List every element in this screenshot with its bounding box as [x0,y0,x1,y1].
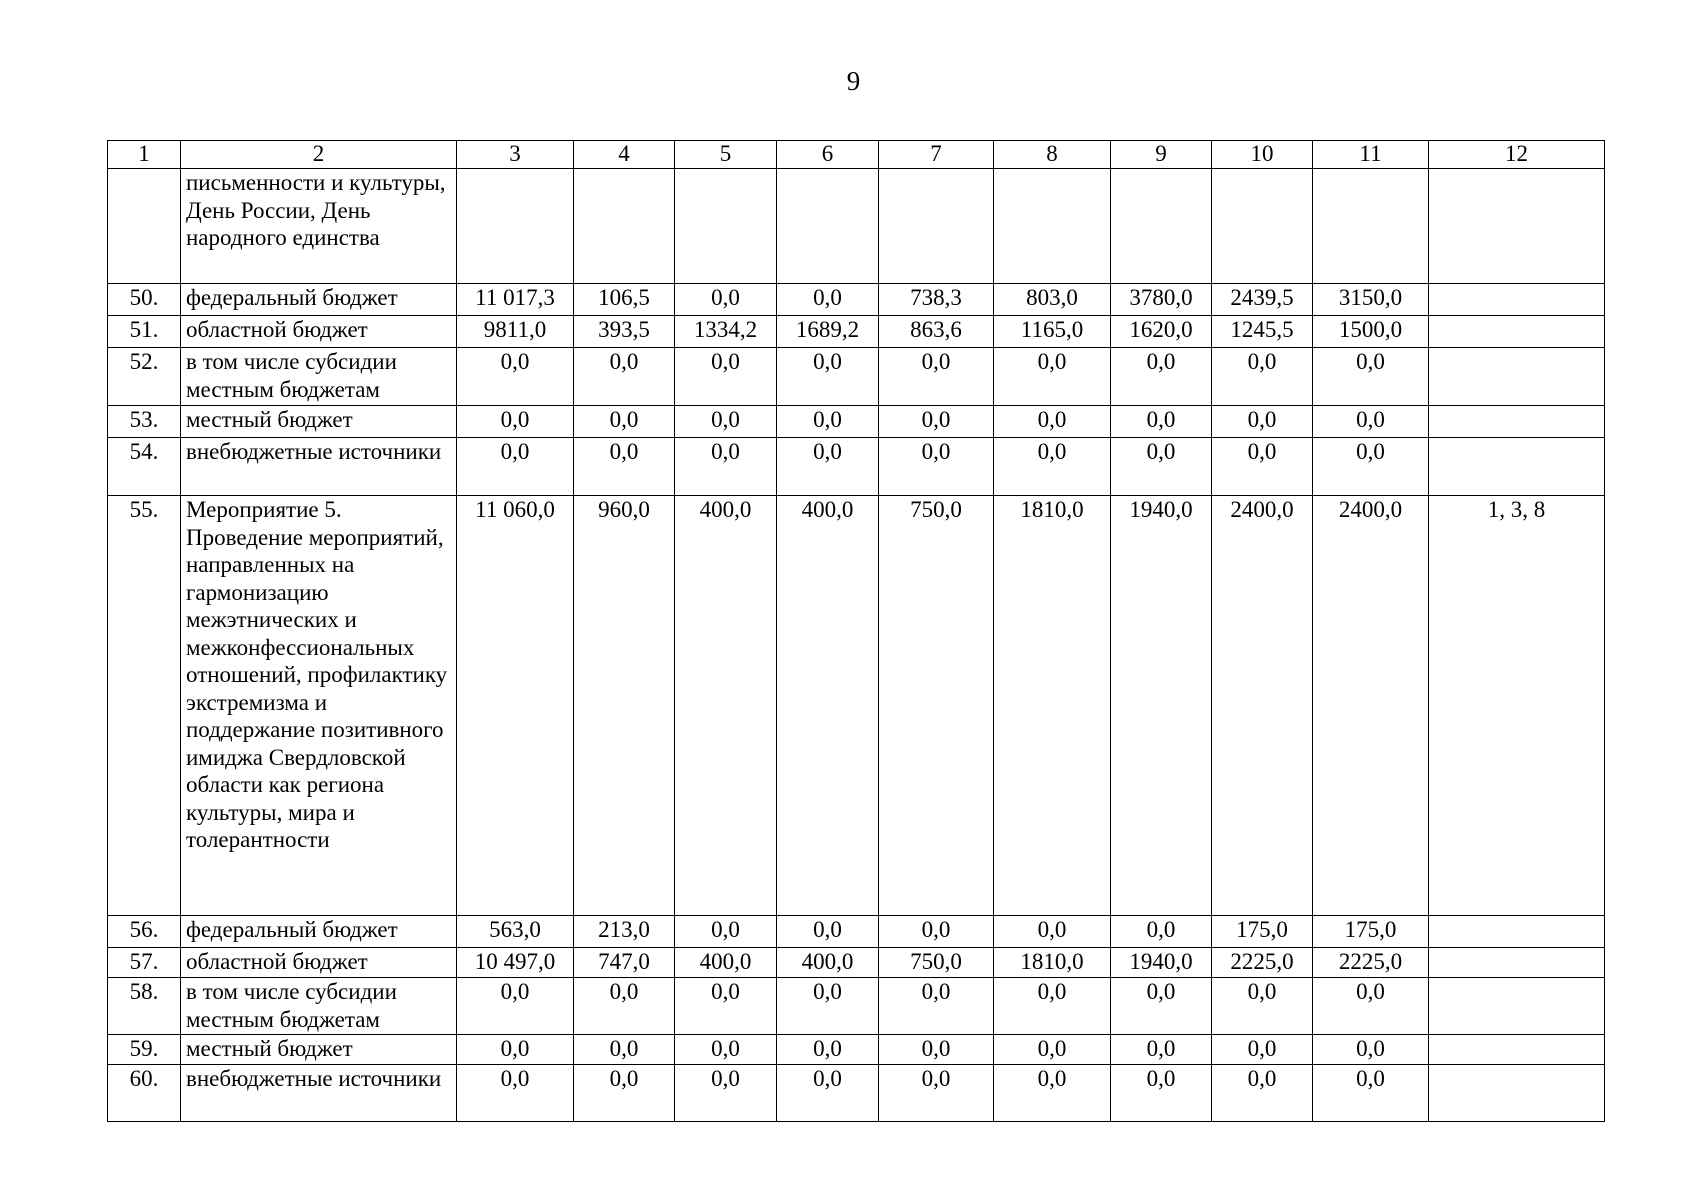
row-number: 50. [108,284,181,316]
value-cell: 0,0 [1212,406,1313,438]
note-cell [1429,916,1605,948]
value-cell: 400,0 [777,948,879,978]
row-number: 53. [108,406,181,438]
value-cell: 0,0 [457,1035,574,1065]
value-cell: 0,0 [1111,1035,1212,1065]
header-cell: 11 [1313,141,1429,169]
value-cell: 3150,0 [1313,284,1429,316]
value-cell: 393,5 [574,316,675,348]
budget-table [107,140,1605,1122]
note-cell [1429,316,1605,348]
table-row [108,948,1605,978]
value-cell: 0,0 [879,1035,994,1065]
value-cell: 0,0 [574,1035,675,1065]
value-cell [457,169,574,284]
value-cell [1313,169,1429,284]
value-cell: 213,0 [574,916,675,948]
value-cell: 400,0 [777,496,879,916]
value-cell: 0,0 [879,348,994,406]
value-cell: 0,0 [1111,978,1212,1035]
table-row [108,1065,1605,1122]
header-cell: 4 [574,141,675,169]
row-name: областной бюджет [181,948,457,978]
value-cell: 106,5 [574,284,675,316]
header-cell: 5 [675,141,777,169]
value-cell: 0,0 [1111,1065,1212,1122]
page-number: 9 [846,66,861,96]
value-cell: 0,0 [1313,438,1429,496]
value-cell: 0,0 [879,1065,994,1122]
value-cell: 1500,0 [1313,316,1429,348]
row-name: в том числе субсидии местным бюджетам [181,348,457,406]
row-name: внебюджетные источники [181,438,457,496]
value-cell: 0,0 [675,284,777,316]
value-cell: 2225,0 [1212,948,1313,978]
value-cell: 3780,0 [1111,284,1212,316]
value-cell: 750,0 [879,496,994,916]
value-cell: 0,0 [777,438,879,496]
value-cell: 0,0 [879,438,994,496]
row-name: областной бюджет [181,316,457,348]
value-cell: 175,0 [1313,916,1429,948]
row-name: письменности и культуры, День России, День народного единства [181,169,457,284]
value-cell: 0,0 [777,1065,879,1122]
value-cell: 0,0 [675,978,777,1035]
row-name: Мероприятие 5. Проведение мероприятий, направленных на гармонизацию межэтнических и межконфессиональных отношений, профилактику экстремизма и поддержание позитивного имиджа Свердловской области как региона культуры, мира и толерантности [181,496,457,916]
value-cell: 960,0 [574,496,675,916]
value-cell: 0,0 [777,1035,879,1065]
value-cell: 0,0 [777,284,879,316]
row-name: местный бюджет [181,406,457,438]
table-header-row [108,141,1605,169]
value-cell: 0,0 [457,1065,574,1122]
note-cell [1429,284,1605,316]
header-cell: 6 [777,141,879,169]
value-cell: 0,0 [879,978,994,1035]
header-cell: 8 [994,141,1111,169]
table-row [108,978,1605,1035]
value-cell: 0,0 [994,916,1111,948]
value-cell: 1689,2 [777,316,879,348]
table-row [108,169,1605,284]
value-cell: 0,0 [1111,406,1212,438]
table-row [108,316,1605,348]
value-cell: 2439,5 [1212,284,1313,316]
value-cell: 0,0 [994,406,1111,438]
value-cell: 803,0 [994,284,1111,316]
header-cell: 12 [1429,141,1605,169]
value-cell: 0,0 [1313,406,1429,438]
row-name: федеральный бюджет [181,916,457,948]
table-row [108,496,1605,916]
value-cell: 0,0 [1212,978,1313,1035]
row-number: 59. [108,1035,181,1065]
row-number: 56. [108,916,181,948]
header-cell: 1 [108,141,181,169]
value-cell: 1165,0 [994,316,1111,348]
note-cell [1429,348,1605,406]
header-cell: 10 [1212,141,1313,169]
value-cell: 1620,0 [1111,316,1212,348]
row-number: 58. [108,978,181,1035]
row-name: в том числе субсидии местным бюджетам [181,978,457,1035]
value-cell: 0,0 [994,438,1111,496]
value-cell: 0,0 [675,1035,777,1065]
row-name: местный бюджет [181,1035,457,1065]
value-cell: 1940,0 [1111,948,1212,978]
note-cell: 1, 3, 8 [1429,496,1605,916]
value-cell [994,169,1111,284]
value-cell: 0,0 [675,1065,777,1122]
value-cell [879,169,994,284]
note-cell [1429,1035,1605,1065]
value-cell: 400,0 [675,496,777,916]
row-name: внебюджетные источники [181,1065,457,1122]
note-cell [1429,948,1605,978]
value-cell: 0,0 [1313,978,1429,1035]
value-cell: 0,0 [675,916,777,948]
value-cell: 747,0 [574,948,675,978]
value-cell: 1810,0 [994,496,1111,916]
value-cell: 0,0 [675,438,777,496]
value-cell: 9811,0 [457,316,574,348]
value-cell: 0,0 [1212,438,1313,496]
value-cell: 0,0 [574,348,675,406]
value-cell: 0,0 [879,916,994,948]
table-row [108,438,1605,496]
value-cell: 2400,0 [1212,496,1313,916]
value-cell: 0,0 [457,978,574,1035]
value-cell: 400,0 [675,948,777,978]
value-cell: 2400,0 [1313,496,1429,916]
value-cell: 11 017,3 [457,284,574,316]
value-cell: 863,6 [879,316,994,348]
value-cell: 0,0 [574,406,675,438]
row-number: 54. [108,438,181,496]
value-cell: 2225,0 [1313,948,1429,978]
value-cell: 0,0 [675,348,777,406]
table-row [108,1035,1605,1065]
value-cell: 1334,2 [675,316,777,348]
note-cell [1429,169,1605,284]
value-cell [1212,169,1313,284]
value-cell: 0,0 [994,1065,1111,1122]
value-cell: 0,0 [457,406,574,438]
value-cell: 0,0 [879,406,994,438]
value-cell [574,169,675,284]
value-cell: 0,0 [1313,1035,1429,1065]
value-cell: 0,0 [1212,1065,1313,1122]
value-cell: 0,0 [777,978,879,1035]
row-number [108,169,181,284]
row-number: 60. [108,1065,181,1122]
note-cell [1429,438,1605,496]
value-cell: 0,0 [675,406,777,438]
value-cell: 0,0 [457,438,574,496]
row-number: 57. [108,948,181,978]
value-cell: 10 497,0 [457,948,574,978]
value-cell: 0,0 [994,348,1111,406]
value-cell: 0,0 [777,348,879,406]
header-cell: 2 [181,141,457,169]
header-cell: 3 [457,141,574,169]
value-cell: 750,0 [879,948,994,978]
value-cell: 0,0 [777,916,879,948]
value-cell: 11 060,0 [457,496,574,916]
table-row [108,406,1605,438]
note-cell [1429,978,1605,1035]
value-cell: 0,0 [574,1065,675,1122]
value-cell: 1940,0 [1111,496,1212,916]
value-cell: 0,0 [1111,916,1212,948]
value-cell: 0,0 [994,978,1111,1035]
value-cell: 175,0 [1212,916,1313,948]
value-cell: 0,0 [1313,348,1429,406]
value-cell: 0,0 [1111,438,1212,496]
value-cell [675,169,777,284]
value-cell: 0,0 [777,406,879,438]
table-row [108,348,1605,406]
row-number: 52. [108,348,181,406]
value-cell: 0,0 [1313,1065,1429,1122]
value-cell [777,169,879,284]
table-row [108,284,1605,316]
header-cell: 7 [879,141,994,169]
value-cell: 1245,5 [1212,316,1313,348]
value-cell: 738,3 [879,284,994,316]
table-row [108,916,1605,948]
value-cell: 0,0 [1111,348,1212,406]
note-cell [1429,1065,1605,1122]
note-cell [1429,406,1605,438]
row-number: 51. [108,316,181,348]
value-cell: 0,0 [574,438,675,496]
row-number: 55. [108,496,181,916]
value-cell [1111,169,1212,284]
row-name: федеральный бюджет [181,284,457,316]
value-cell: 0,0 [1212,348,1313,406]
value-cell: 563,0 [457,916,574,948]
value-cell: 0,0 [574,978,675,1035]
value-cell: 1810,0 [994,948,1111,978]
value-cell: 0,0 [457,348,574,406]
value-cell: 0,0 [1212,1035,1313,1065]
header-cell: 9 [1111,141,1212,169]
value-cell: 0,0 [994,1035,1111,1065]
